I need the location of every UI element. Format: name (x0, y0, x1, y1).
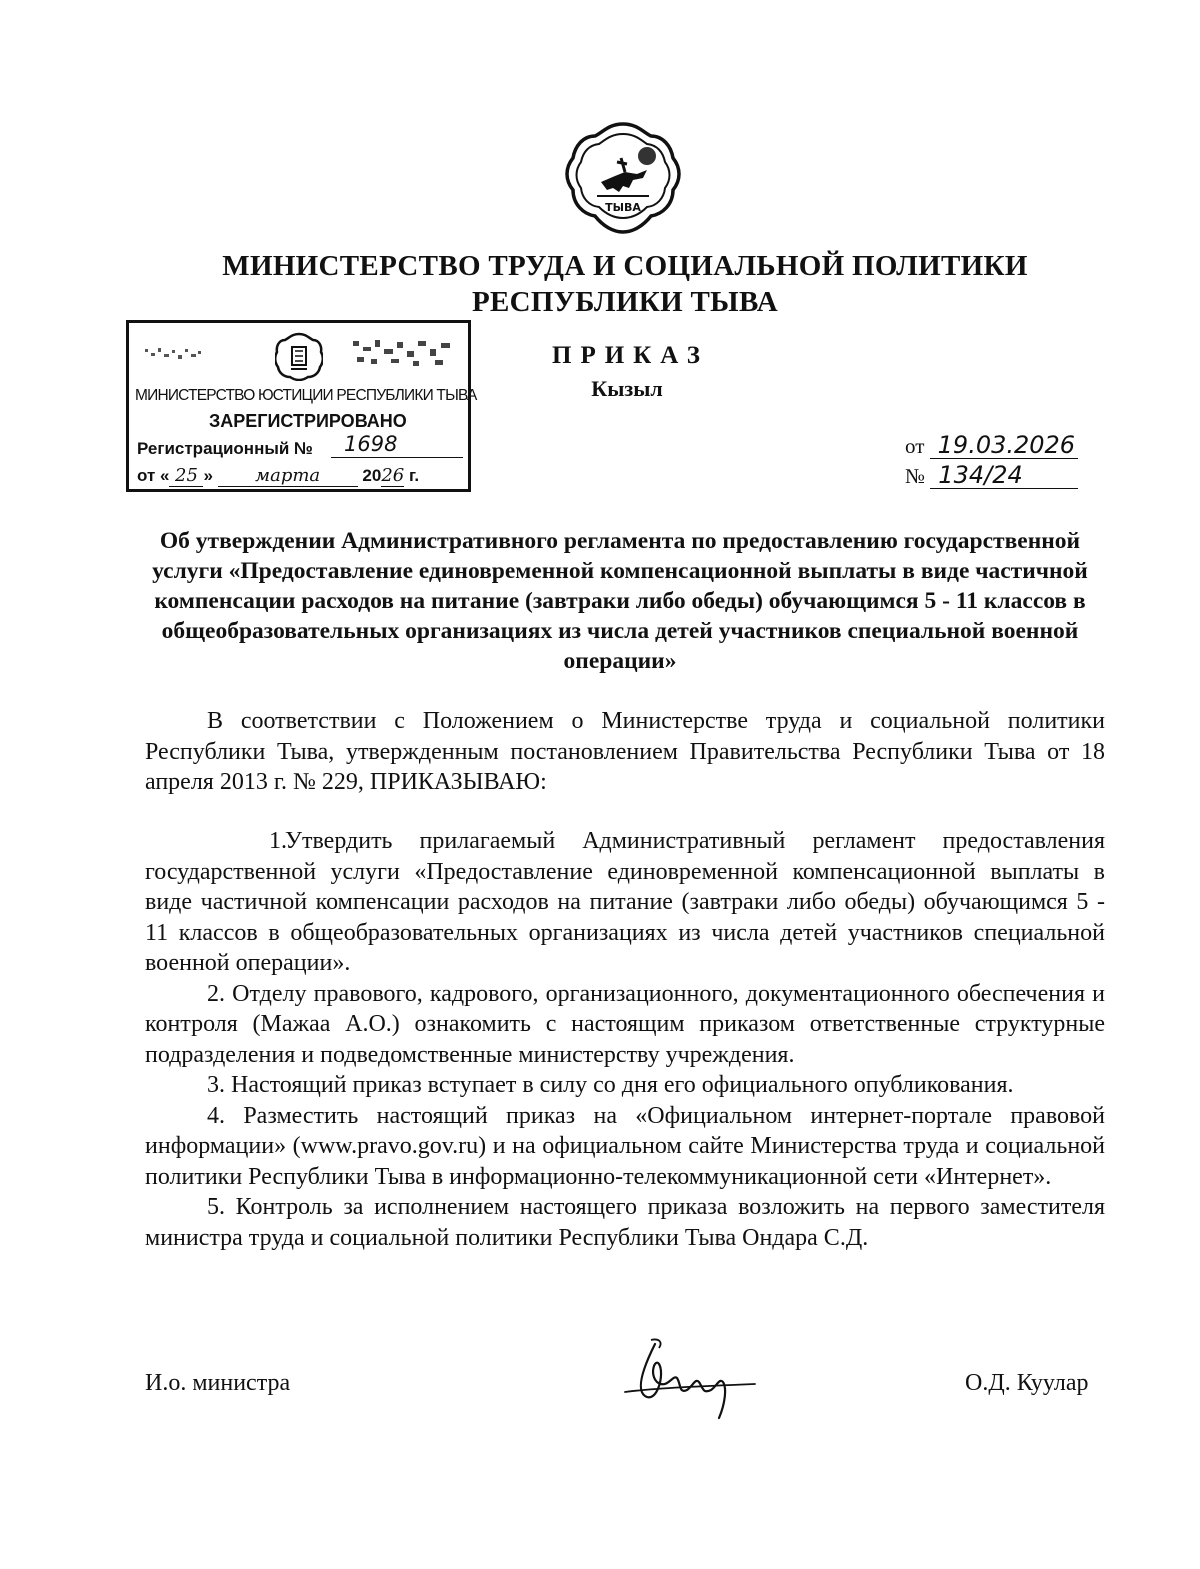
stamp-noise-decoration (143, 345, 203, 365)
tuva-emblem-icon (563, 118, 683, 238)
order-point-1-text: Утвердить прилагаемый Административный регламент предоставления государственной услуги «Предоставление единовременной компенсационной выплаты в виде частичной компенсации расходов на питание (завтраки либо обеды) обучающимся 5 - 11 классов в общеобразовательных организациях из числа детей участников специальной военной операции». (145, 828, 1105, 976)
order-date-value: 19.03.2026 (930, 432, 1078, 459)
stamp-status: ЗАРЕГИСТРИРОВАНО (209, 411, 407, 431)
stamp-date-month: марта (218, 465, 358, 487)
stamp-date-prefix: от « (137, 466, 170, 485)
order-point-2: 2. Отделу правового, кадрового, организационного, документационного обеспечения и контроля (Мажаа А.О.) ознакомить с настоящим приказом ответственные структурные подразделения и подведомственные министерству учреждения. (145, 980, 1105, 1068)
order-date-label: от (905, 434, 925, 458)
ministry-header (200, 248, 1050, 320)
order-date (905, 432, 1078, 459)
stamp-date-year-suffix: 26 (381, 465, 405, 486)
ministry-name-line2: РЕСПУБЛИКИ ТЫВА (471, 286, 779, 318)
signatory-name: О.Д. Куулар (965, 1370, 1089, 1396)
stamp-noise-decoration (351, 337, 455, 369)
order-point-5: 5. Контроль за исполнением настоящего приказа возложить на первого заместителя министра труда и социальной политики Республики Тыва Ондара С.Д. (145, 1194, 1105, 1251)
handwritten-signature (615, 1334, 765, 1424)
stamp-reg-number: 1698 (344, 432, 398, 456)
order-point-3: 3. Настоящий приказ вступает в силу со дня его официального опубликования. (207, 1072, 1014, 1098)
stamp-date-suffix: г. (408, 466, 420, 485)
stamp-date-day: 25 (169, 465, 203, 487)
order-points (145, 826, 1105, 1253)
stamp-date-mid: » (203, 466, 213, 485)
stamp-organization: МИНИСТЕРСТВО ЮСТИЦИИ РЕСПУБЛИКИ ТЫВА (135, 387, 477, 404)
stamp-reg-number-underline (331, 457, 463, 458)
order-number-label: № (905, 464, 926, 488)
order-point-1-number: 1. (269, 828, 287, 854)
order-point-1 (145, 826, 1105, 979)
order-city: Кызыл (591, 376, 663, 401)
stamp-date (137, 465, 419, 487)
order-number-value: 134/24 (930, 462, 1078, 489)
emblem-text: ТЫВА (605, 201, 641, 214)
signatory-title: И.о. министра (145, 1370, 291, 1396)
ministry-name-line1: МИНИСТЕРСТВО ТРУДА И СОЦИАЛЬНОЙ ПОЛИТИКИ (222, 250, 1028, 282)
stamp-emblem-icon (275, 331, 323, 381)
stamp-reg-number-label: Регистрационный № (137, 439, 313, 458)
order-preamble: В соответствии с Положением о Министерстве труда и социальной политики Республики Тыва, утвержденным постановлением Правительства Республики Тыва от 18 апреля 2013 г. № 229, ПРИКАЗЫВАЮ: (145, 708, 1105, 795)
order-title: ПРИКАЗ (552, 342, 709, 369)
order-number (905, 462, 1078, 489)
order-point-4: 4. Разместить настоящий приказ на «Официальном интернет-портале правовой информации» (www.pravo.gov.ru) и на официальном сайте Министерства труда и социальной политики Республики Тыва в информационно-телекоммуникационной сети «Интернет». (145, 1102, 1105, 1190)
stamp-date-year-prefix: 20 (362, 466, 382, 485)
registration-stamp (126, 320, 477, 492)
order-subject: Об утверждении Административного регламента по предоставлению государственной услуги «Предоставление единовременной компенсационной выплаты в виде частичной компенсации расходов на питание (завтраки либо обеды) обучающимся 5 - 11 классов в общеобразовательных организациях из числа детей участников специальной военной операции» (152, 528, 1088, 674)
